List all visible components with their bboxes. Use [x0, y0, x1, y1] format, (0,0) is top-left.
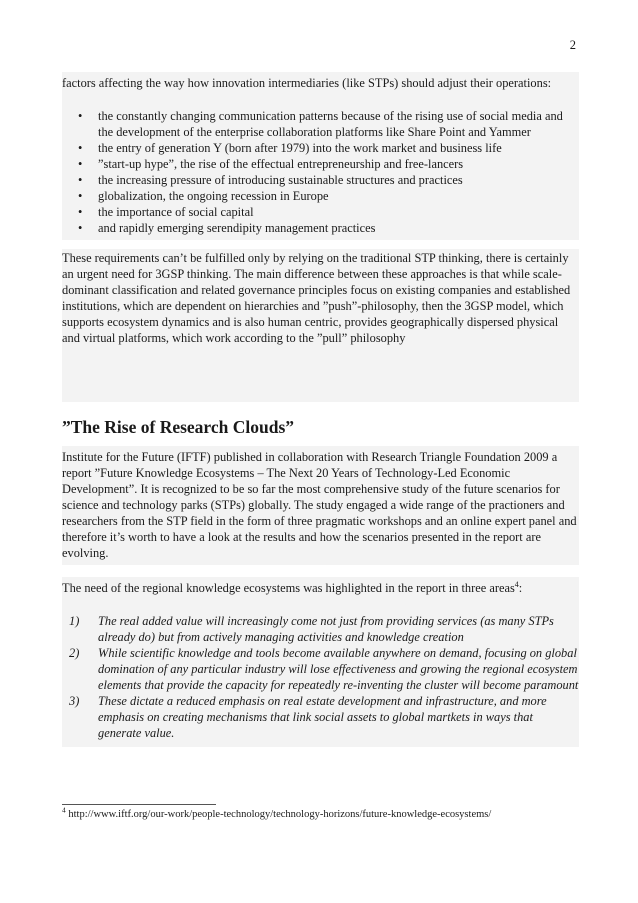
knowledge-ecosystems-text [62, 580, 579, 596]
footnote-number: 4 [62, 805, 66, 815]
list-item-text: The real added value will increasingly come not just from providing services (as many STPs already do) but from actively managing activities and knowledge creation [98, 614, 554, 644]
bullet-icon: • [78, 205, 83, 219]
bullet-icon: • [78, 173, 83, 187]
list-item-text: the constantly changing communication patterns because of the rising use of social media and the development of the enterprise collaboration platforms like Share Point and Yammer [98, 109, 563, 139]
list-number: 2) [69, 646, 80, 660]
list-item [62, 220, 579, 236]
list-item-text: ”start-up hype”, the rise of the effectual entrepreneurship and free-lancers [98, 157, 464, 171]
bullet-icon: • [78, 189, 83, 203]
bullet-icon: • [78, 141, 83, 155]
page-number: 2 [569, 38, 576, 52]
list-item [62, 172, 579, 188]
iftf-report-paragraph [62, 446, 579, 565]
list-item-text: the entry of generation Y (born after 1979) into the work market and business life [98, 141, 502, 155]
list-item-text: globalization, the ongoing recession in Europe [98, 189, 329, 203]
footnote-reference[interactable]: 4 [514, 579, 519, 589]
bullet-icon: • [78, 157, 83, 171]
list-item [62, 693, 579, 741]
page-body [62, 72, 579, 747]
list-item [62, 613, 579, 645]
footnote-link[interactable]: http://www.iftf.org/our-work/people-technology/technology-horizons/future-knowledge-ecosystems/ [65, 809, 492, 820]
list-item [62, 156, 579, 172]
list-item-text: While scientific knowledge and tools become available anywhere on demand, focusing on global domination of any particular industry will lose effectiveness and growing the regional ecosystem elements that provide the capacity for repeatedly re-inventing the cluster will become paramount [98, 646, 579, 692]
sentence-end: : [518, 581, 523, 595]
bullet-icon: • [78, 109, 83, 123]
list-number: 1) [69, 614, 80, 628]
list-item [62, 140, 579, 156]
intro-paragraph [62, 72, 579, 95]
list-item [62, 645, 579, 693]
list-number: 3) [69, 694, 80, 708]
list-item [62, 204, 579, 220]
bullet-icon: • [78, 221, 83, 235]
section-heading: ”The Rise of Research Clouds” [62, 417, 295, 437]
areas-numbered-list [62, 600, 579, 747]
knowledge-ecosystems-sentence: The need of the regional knowledge ecosystems was highlighted in the report in three areas [62, 581, 515, 595]
stp-thinking-text: These requirements can’t be fulfilled only by relying on the traditional STP thinking, there is certainly an urgent need for 3GSP thinking. The main difference between these approaches is that while scale-dominant classification and related governance principles focus on existing companies and established institutions, which are dependent on hierarchies and ”push”-philosophy, then the 3GSP model, which supports ecosystem dynamics and is also human centric, provides geographically dispersed physical and virtual platforms, which work according to the ”pull” philosophy [62, 251, 571, 345]
stp-thinking-paragraph [62, 249, 579, 402]
list-item-text: and rapidly emerging serendipity management practices [98, 221, 376, 235]
list-item-text: the importance of social capital [98, 205, 254, 219]
knowledge-ecosystems-paragraph [62, 577, 579, 600]
iftf-report-text: Institute for the Future (IFTF) published in collaboration with Research Triangle Foundation 2009 a report ”Future Knowledge Ecosystems – The Next 20 Years of Technology-Led Economic Development”. It is recognized to be so far the most comprehensive study of the future scenarios for science and technology parks (STPs) globally. The study engaged a wide range of the practioners and researchers from the STP field in the form of three pragmatic workshops and an online expert panel and therefore it’s worth to have a look at the results and how the scenarios presented in the report are evolving. [62, 450, 577, 560]
list-item-text: These dictate a reduced emphasis on real estate development and infrastructure, and more emphasis on creating mechanisms that link social assets to global martkets in ways that generate value. [98, 694, 547, 740]
list-item-text: the increasing pressure of introducing sustainable structures and practices [98, 173, 463, 187]
list-item [62, 108, 579, 140]
footnote-divider [62, 804, 216, 805]
intro-text: factors affecting the way how innovation intermediaries (like STPs) should adjust their operations: [62, 76, 552, 90]
shaded-spacer [62, 346, 579, 396]
list-item [62, 188, 579, 204]
factors-bullet-list [62, 95, 579, 240]
footnote [62, 805, 492, 822]
